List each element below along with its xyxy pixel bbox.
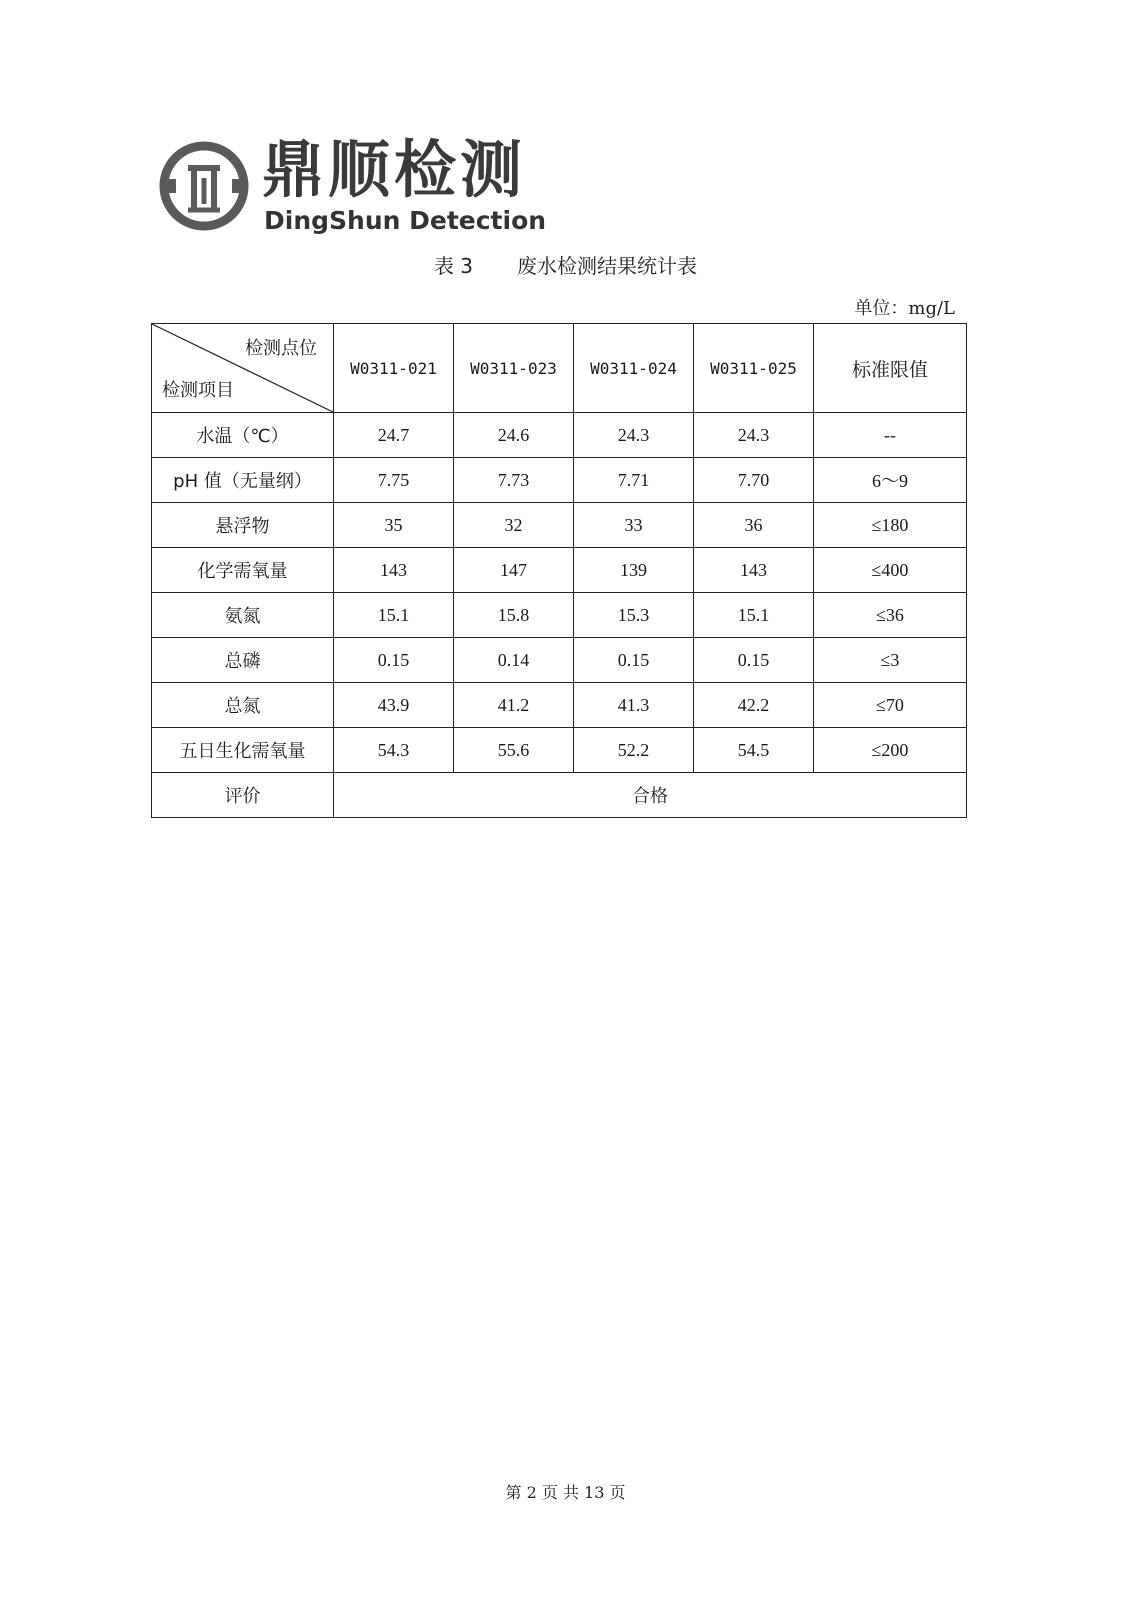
value-cell: 24.6 <box>454 413 574 458</box>
limit-cell: ≤70 <box>814 683 967 728</box>
limit-cell: ≤180 <box>814 503 967 548</box>
value-cell: 7.71 <box>574 458 694 503</box>
limit-cell: 6～9 <box>814 458 967 503</box>
corner-item-label: 检测项目 <box>162 380 234 401</box>
logo-chinese-name: 鼎顺检测 <box>262 133 527 206</box>
limit-cell: ≤400 <box>814 548 967 593</box>
table-row <box>152 548 967 593</box>
evaluation-row <box>152 773 967 818</box>
value-cell: 41.3 <box>574 683 694 728</box>
value-cell: 15.1 <box>694 593 814 638</box>
value-cell: 0.15 <box>334 638 454 683</box>
table-row <box>152 728 967 773</box>
value-cell: 7.70 <box>694 458 814 503</box>
value-cell: 7.73 <box>454 458 574 503</box>
item-cell: 五日生化需氧量 <box>152 728 334 773</box>
page-number-footer: 第 2 页 共 13 页 <box>505 1483 626 1502</box>
item-cell: 悬浮物 <box>152 503 334 548</box>
limit-cell: -- <box>814 413 967 458</box>
table-row <box>152 683 967 728</box>
company-logo <box>158 133 547 244</box>
corner-header-cell <box>152 324 334 413</box>
limit-cell: ≤200 <box>814 728 967 773</box>
table-row <box>152 503 967 548</box>
site-header: W0311-024 <box>574 324 694 413</box>
table-title: 废水检测结果统计表 <box>517 254 698 278</box>
value-cell: 55.6 <box>454 728 574 773</box>
value-cell: 54.3 <box>334 728 454 773</box>
value-cell: 35 <box>334 503 454 548</box>
limit-header: 标准限值 <box>814 324 967 413</box>
item-cell: 总氮 <box>152 683 334 728</box>
value-cell: 15.1 <box>334 593 454 638</box>
corner-site-label: 检测点位 <box>245 338 317 359</box>
value-cell: 43.9 <box>334 683 454 728</box>
table-number: 表 3 <box>433 254 474 278</box>
value-cell: 42.2 <box>694 683 814 728</box>
value-cell: 24.3 <box>694 413 814 458</box>
limit-cell: ≤36 <box>814 593 967 638</box>
item-cell: 总磷 <box>152 638 334 683</box>
item-cell: pH 值（无量纲） <box>152 458 334 503</box>
site-header: W0311-021 <box>334 324 454 413</box>
limit-cell: ≤3 <box>814 638 967 683</box>
value-cell: 7.75 <box>334 458 454 503</box>
evaluation-label: 评价 <box>152 773 334 818</box>
logo-mark-icon <box>158 134 250 238</box>
value-cell: 24.7 <box>334 413 454 458</box>
value-cell: 24.3 <box>574 413 694 458</box>
item-cell: 化学需氧量 <box>152 548 334 593</box>
value-cell: 0.15 <box>574 638 694 683</box>
site-header: W0311-023 <box>454 324 574 413</box>
value-cell: 139 <box>574 548 694 593</box>
value-cell: 0.14 <box>454 638 574 683</box>
value-cell: 54.5 <box>694 728 814 773</box>
value-cell: 143 <box>694 548 814 593</box>
value-cell: 32 <box>454 503 574 548</box>
table-row <box>152 413 967 458</box>
evaluation-value: 合格 <box>334 773 967 818</box>
value-cell: 15.3 <box>574 593 694 638</box>
value-cell: 143 <box>334 548 454 593</box>
site-header: W0311-025 <box>694 324 814 413</box>
unit-label: 单位：mg/L <box>854 298 955 319</box>
wastewater-results-table <box>151 323 967 818</box>
item-cell: 水温（℃） <box>152 413 334 458</box>
value-cell: 36 <box>694 503 814 548</box>
table-header-row <box>152 324 967 413</box>
item-cell: 氨氮 <box>152 593 334 638</box>
value-cell: 33 <box>574 503 694 548</box>
table-row <box>152 638 967 683</box>
table-row <box>152 458 967 503</box>
table-row <box>152 593 967 638</box>
value-cell: 15.8 <box>454 593 574 638</box>
table-caption <box>0 250 1131 279</box>
logo-english-name: DingShun Detection <box>264 206 547 235</box>
value-cell: 147 <box>454 548 574 593</box>
value-cell: 41.2 <box>454 683 574 728</box>
value-cell: 0.15 <box>694 638 814 683</box>
value-cell: 52.2 <box>574 728 694 773</box>
